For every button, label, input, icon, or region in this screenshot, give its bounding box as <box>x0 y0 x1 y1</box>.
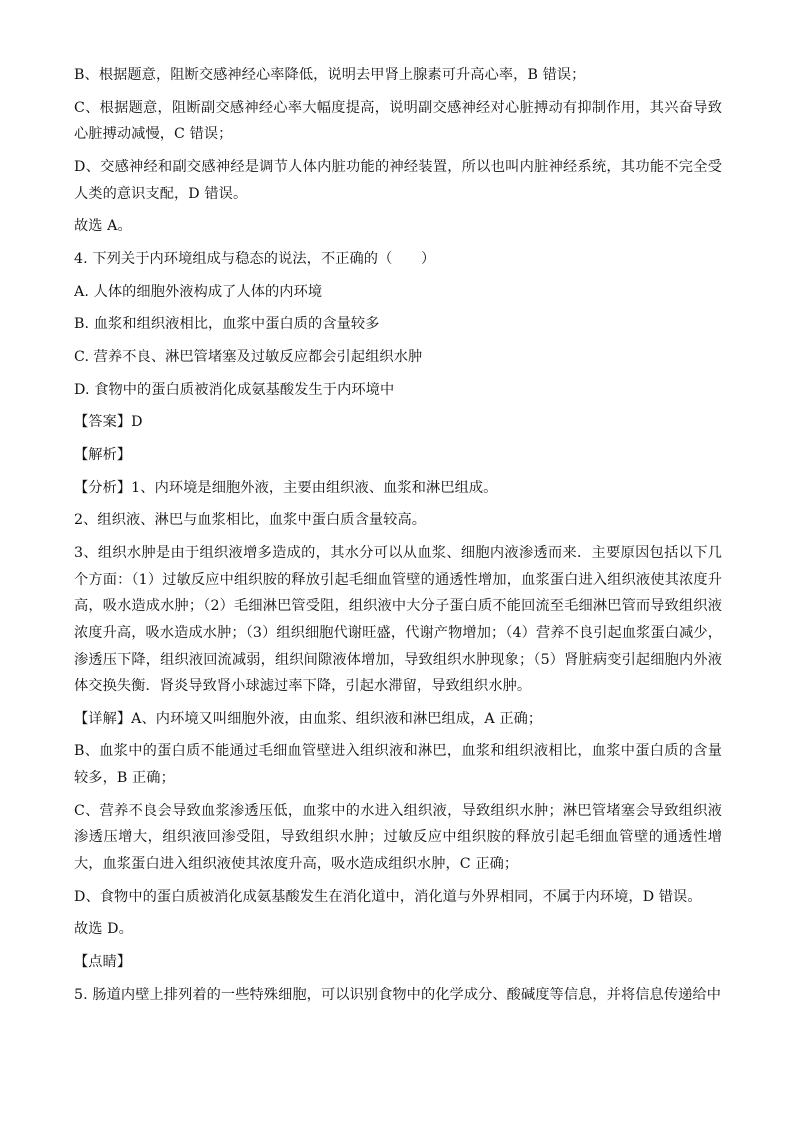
document-content <box>74 62 722 1008</box>
analysis-point-3: 3、组织水肿是由于组织液增多造成的，其水分可以从血浆、细胞内液渗透而来．主要原因包括以下几个方面：（1）过敏反应中组织胺的释放引起毛细血管壁的通透性增加，血浆蛋白进入组织液使其浓度升高，吸水造成水肿；（2）毛细淋巴管受阻，组织液中大分子蛋白质不能回流至毛细淋巴管而导致组织液浓度升高，吸水造成水肿；（3）组织细胞代谢旺盛，代谢产物增加；（4）营养不良引起血浆蛋白减少，渗透压下降，组织液回流减弱，组织间隙液体增加，导致组织水肿现象；（5）肾脏病变引起细胞内外液体交换失衡．肾炎导致肾小球滤过率下降，引起水滞留，导致组织水肿。 <box>74 545 722 695</box>
option-b-explanation: B、根据题意，阻断交感神经心率降低，说明去甲肾上腺素可升高心率，B 错误； <box>74 67 586 83</box>
question-5-stem: 5. 肠道内壁上排列着的一些特殊细胞，可以识别食物中的化学成分、酸碱度等信息，并将信息传递给中 <box>74 986 721 1003</box>
comment-heading: 【点睛】 <box>74 954 132 970</box>
question-4-choice: 故选 D。 <box>74 921 133 938</box>
detail-a: 【详解】A、内环境又叫细胞外液，由血浆、组织液和淋巴组成，A 正确； <box>74 710 543 727</box>
question-4-option-d: D. 食物中的蛋白质被消化成氨基酸发生于内环境中 <box>74 381 395 398</box>
question-4-option-b: B. 血浆和组织液相比，血浆中蛋白质的含量较多 <box>74 316 380 333</box>
detail-c: C、营养不良会导致血浆渗透压低，血浆中的水进入组织液，导致组织水肿；淋巴管堵塞会导致组织液渗透压增大，组织液回渗受阻，导致组织水肿；过敏反应中组织胺的释放引起毛细血管壁的通透性增大，血浆蛋白进入组织液使其浓度升高，吸水造成组织水肿，C 正确； <box>74 802 722 872</box>
previous-choice: 故选 A。 <box>74 218 132 235</box>
analysis-point-1: 【分析】1、内环境是细胞外液，主要由组织液、血浆和淋巴组成。 <box>74 479 498 496</box>
question-4-stem: 4. 下列关于内环境组成与稳态的说法，不正确的（ ） <box>74 250 436 267</box>
option-c-explanation: C、根据题意，阻断副交感神经心率大幅度提高，说明副交感神经对心脏搏动有抑制作用，其兴奋导致心脏搏动减慢，C 错误； <box>74 99 722 143</box>
question-4-option-c: C. 营养不良、淋巴管堵塞及过敏反应都会引起组织水肿 <box>74 349 423 365</box>
option-d-explanation: D、交感神经和副交感神经是调节人体内脏功能的神经装置，所以也叫内脏神经系统，其功能不完全受人类的意识支配，D 错误。 <box>74 158 722 202</box>
analysis-point-2: 2、组织液、淋巴与血浆相比，血浆中蛋白质含量较高。 <box>74 512 427 529</box>
question-4-option-a: A. 人体的细胞外液构成了人体的内环境 <box>74 283 323 300</box>
detail-d: D、食物中的蛋白质被消化成氨基酸发生在消化道中，消化道与外界相同，不属于内环境，D 错误。 <box>74 888 702 905</box>
analysis-heading: 【解析】 <box>74 447 132 464</box>
answer-label: 【答案】D <box>74 414 143 431</box>
detail-b: B、血浆中的蛋白质不能通过毛细血管壁进入组织液和淋巴，血浆和组织液相比，血浆中蛋白质的含量较多，B 正确； <box>74 743 722 787</box>
